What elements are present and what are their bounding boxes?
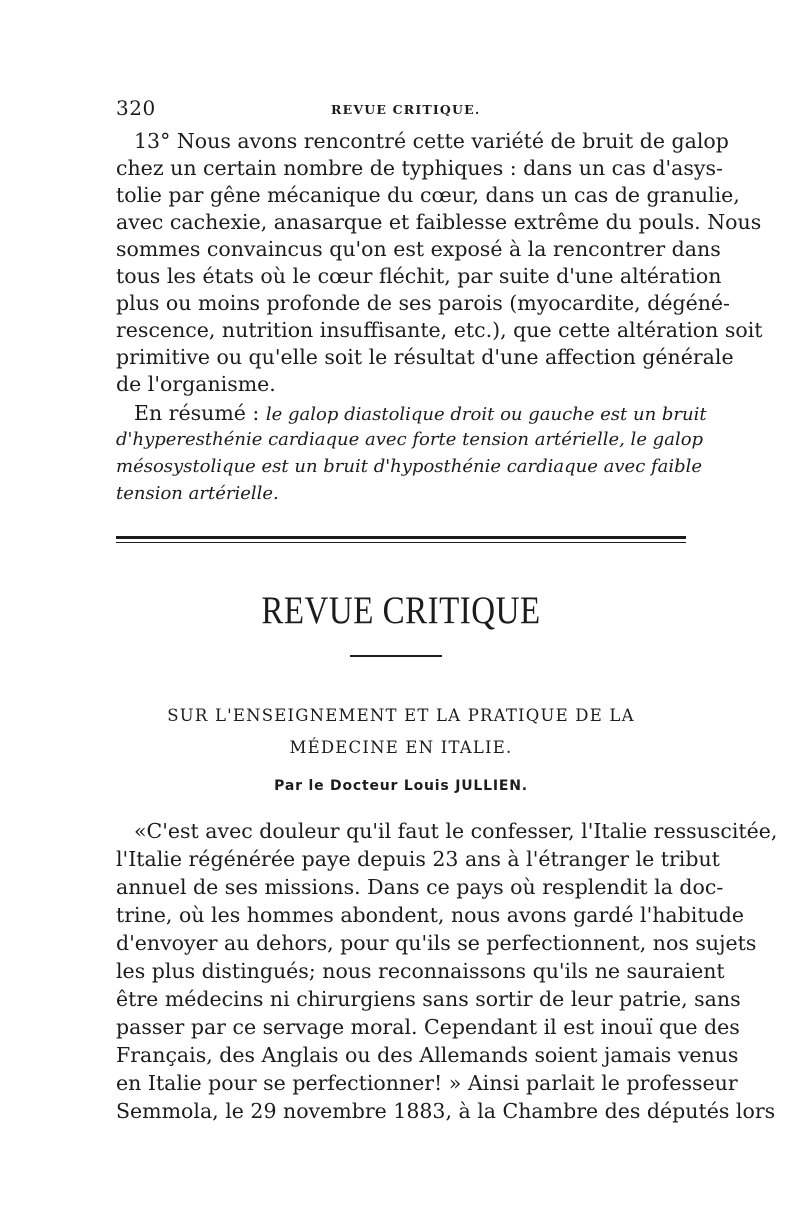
body-line: passer par ce servage moral. Cependant il est inouï que des: [116, 1015, 740, 1039]
text-line: avec cachexie, anasarque et faiblesse extrême du pouls. Nous: [116, 210, 762, 234]
text-line: sommes convaincus qu'on est exposé à la rencontrer dans: [116, 237, 721, 261]
author-byline: Par le Docteur Louis JULLIEN.: [274, 778, 528, 794]
section-divider: [116, 536, 686, 543]
article-subtitle: SUR L'ENSEIGNEMENT ET LA PRATIQUE DE LA: [167, 706, 635, 725]
text-line: plus ou moins profonde de ses parois (myocardite, dégéné-: [116, 291, 730, 315]
summary-line: [116, 400, 707, 428]
summary-line: tension artérielle.: [116, 483, 279, 504]
page-number: 320: [116, 96, 156, 120]
text-line: de l'organisme.: [116, 372, 276, 396]
body-line: en Italie pour se perfectionner! » Ainsi parlait le professeur: [116, 1071, 738, 1095]
body-line: «C'est avec douleur qu'il faut le confesser, l'Italie ressuscitée,: [134, 819, 778, 843]
body-line: trine, où les hommes abondent, nous avons gardé l'habitude: [116, 903, 745, 927]
summary-lead: En résumé :: [134, 401, 266, 425]
body-line: les plus distingués; nous reconnaissons qu'ils ne sauraient: [116, 959, 725, 983]
running-title: REVUE CRITIQUE.: [331, 102, 481, 117]
body-line: d'envoyer au dehors, pour qu'ils se perfectionnent, nos sujets: [116, 931, 757, 955]
section-title: REVUE CRITIQUE: [261, 590, 541, 633]
running-head: [116, 96, 686, 122]
body-line: l'Italie régénérée paye depuis 23 ans à l'étranger le tribut: [116, 847, 720, 871]
body-line: Semmola, le 29 novembre 1883, à la Chambre des députés lors: [116, 1099, 776, 1123]
text-line: rescence, nutrition insuffisante, etc.), que cette altération soit: [116, 318, 763, 342]
summary-italic: le galop diastolique droit ou gauche est un bruit: [265, 404, 707, 425]
article-subtitle: MÉDECINE EN ITALIE.: [289, 738, 513, 757]
text-line: 13° Nous avons rencontré cette variété de bruit de galop: [134, 129, 729, 153]
text-line: chez un certain nombre de typhiques : dans un cas d'asys-: [116, 156, 723, 180]
text-line: tolie par gêne mécanique du cœur, dans un cas de granulie,: [116, 183, 740, 207]
summary-line: mésosystolique est un bruit d'hyposthénie cardiaque avec faible: [116, 456, 703, 477]
text-line: tous les états où le cœur fléchit, par suite d'une altération: [116, 264, 722, 288]
summary-line: d'hyperesthénie cardiaque avec forte tension artérielle, le galop: [116, 429, 704, 450]
body-line: être médecins ni chirurgiens sans sortir de leur patrie, sans: [116, 987, 741, 1011]
text-line: primitive ou qu'elle soit le résultat d'une affection générale: [116, 345, 734, 369]
body-line: annuel de ses missions. Dans ce pays où resplendit la doc-: [116, 875, 724, 899]
body-line: Français, des Anglais ou des Allemands soient jamais venus: [116, 1043, 739, 1067]
title-underline: [350, 655, 442, 657]
